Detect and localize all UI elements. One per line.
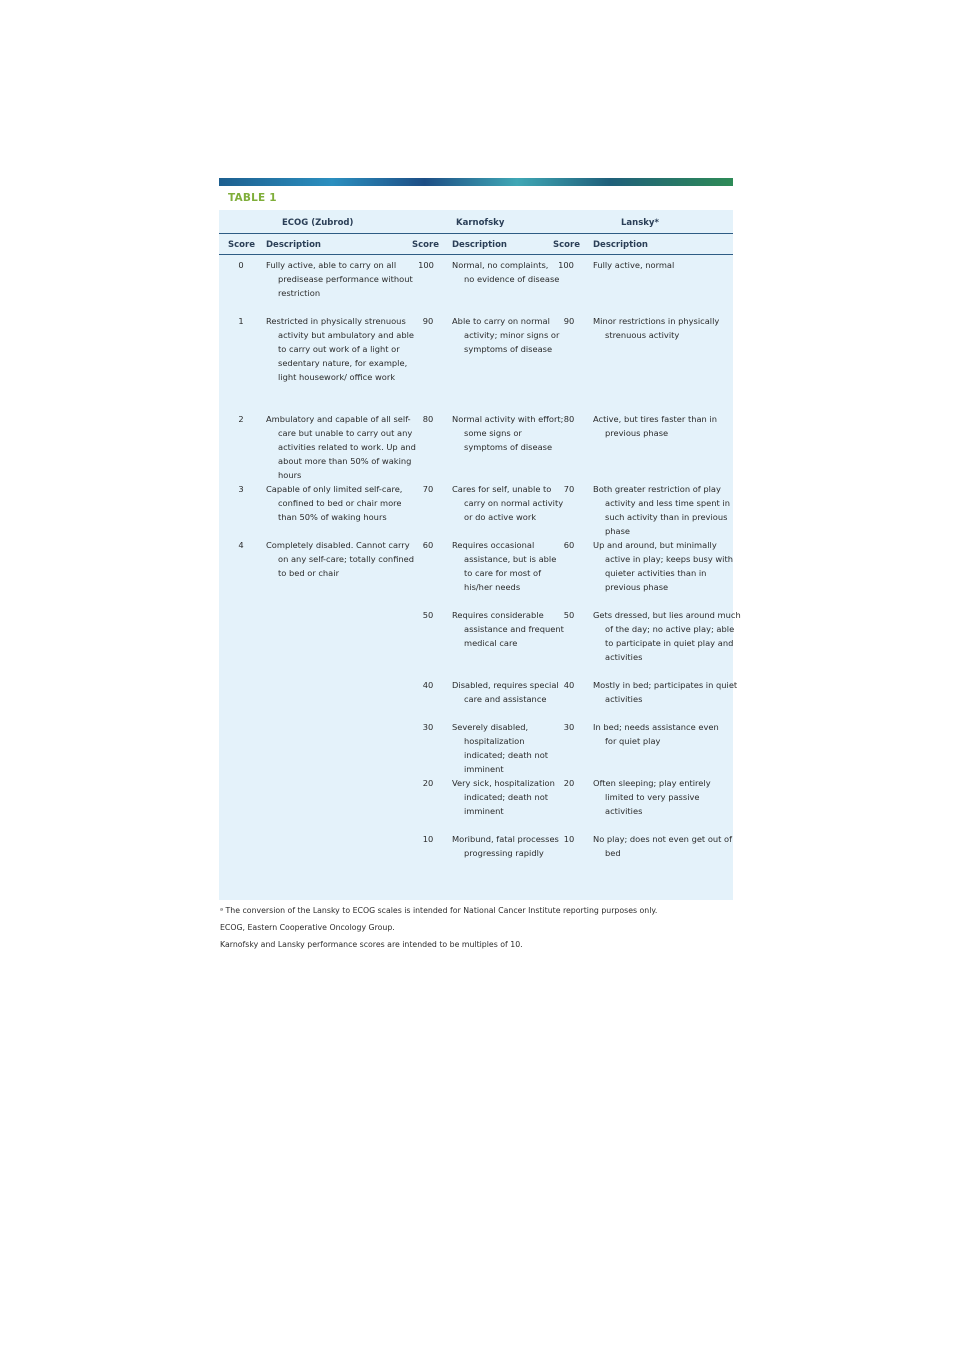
- karnofsky-score: 70: [422, 484, 434, 494]
- karnofsky-description: Severely disabled, hospitalization indicated; death not imminent: [452, 722, 549, 774]
- lansky-description: Fully active, normal: [593, 260, 675, 270]
- header-rule-top: [219, 233, 733, 234]
- lansky-score: 10: [563, 834, 575, 844]
- lansky-description: Gets dressed, but lies around much of the day; no active play; able to participate in quiet play and activities: [593, 610, 741, 662]
- karnofsky-score: 100: [418, 260, 434, 270]
- header-color-stripe: [219, 178, 733, 186]
- karnofsky-score: 20: [422, 778, 434, 788]
- col-header-ecog-score: Score: [228, 240, 255, 250]
- col-header-karnofsky-description: Description: [452, 240, 507, 250]
- ecog-description: Restricted in physically strenuous activity but ambulatory and able to carry out work of a light or sedentary nature, for example, light housework/ office work: [266, 316, 415, 382]
- lansky-description: Both greater restriction of play activity and less time spent in such activity than in previous phase: [593, 484, 730, 536]
- karnofsky-score: 10: [422, 834, 434, 844]
- ecog-description: Ambulatory and capable of all self-care but unable to carry out any activities related to work. Up and about more than 50% of waking hours: [266, 414, 416, 480]
- ecog-description: Fully active, able to carry on all predisease performance without restriction: [266, 260, 413, 298]
- footnote-ecog-abbreviation: ECOG, Eastern Cooperative Oncology Group.: [220, 923, 395, 932]
- karnofsky-score: 30: [422, 722, 434, 732]
- group-header-karnofsky: Karnofsky: [456, 218, 505, 228]
- karnofsky-description: Normal, no complaints, no evidence of disease: [452, 260, 560, 284]
- group-header-lansky: Lansky*: [621, 218, 659, 228]
- karnofsky-score: 80: [422, 414, 434, 424]
- header-rule-bottom: [219, 254, 733, 255]
- ecog-description: Completely disabled. Cannot carry on any self-care; totally confined to bed or chair: [266, 540, 415, 578]
- karnofsky-description: Very sick, hospitalization indicated; death not imminent: [452, 778, 555, 816]
- karnofsky-score: 40: [422, 680, 434, 690]
- lansky-description: In bed; needs assistance even for quiet play: [593, 722, 719, 746]
- ecog-score: 0: [238, 260, 244, 270]
- lansky-score: 90: [563, 316, 575, 326]
- lansky-description: No play; does not even get out of bed: [593, 834, 733, 858]
- col-header-ecog-description: Description: [266, 240, 321, 250]
- table-label: TABLE 1: [228, 192, 277, 204]
- lansky-score: 100: [558, 260, 574, 270]
- karnofsky-description: Requires considerable assistance and frequent medical care: [452, 610, 564, 648]
- karnofsky-description: Requires occasional assistance, but is able to care for most of his/her needs: [452, 540, 557, 592]
- lansky-score: 80: [563, 414, 575, 424]
- karnofsky-score: 60: [422, 540, 434, 550]
- lansky-score: 20: [563, 778, 575, 788]
- ecog-score: 2: [238, 414, 244, 424]
- karnofsky-description: Cares for self, unable to carry on normal activity or do active work: [452, 484, 564, 522]
- karnofsky-score: 90: [422, 316, 434, 326]
- col-header-lansky-score: Score: [553, 240, 580, 250]
- footnote-score-multiples: Karnofsky and Lansky performance scores are intended to be multiples of 10.: [220, 940, 523, 949]
- col-header-lansky-description: Description: [593, 240, 648, 250]
- lansky-description: Active, but tires faster than in previous phase: [593, 414, 717, 438]
- lansky-description: Up and around, but minimally active in play; keeps busy with quieter activities than in previous phase: [593, 540, 733, 592]
- karnofsky-description: Disabled, requires special care and assistance: [452, 680, 559, 704]
- lansky-description: Often sleeping; play entirely limited to very passive activities: [593, 778, 711, 816]
- lansky-score: 70: [563, 484, 575, 494]
- karnofsky-score: 50: [422, 610, 434, 620]
- lansky-description: Minor restrictions in physically strenuous activity: [593, 316, 720, 340]
- group-header-ecog: ECOG (Zubrod): [282, 218, 354, 228]
- lansky-score: 60: [563, 540, 575, 550]
- footnote-lansky-conversion: ᵃ The conversion of the Lansky to ECOG scales is intended for National Cancer Institute reporting purposes only.: [220, 906, 658, 915]
- ecog-score: 1: [238, 316, 244, 326]
- lansky-description: Mostly in bed; participates in quiet activities: [593, 680, 738, 704]
- karnofsky-description: Able to carry on normal activity; minor signs or symptoms of disease: [452, 316, 560, 354]
- lansky-score: 30: [563, 722, 575, 732]
- ecog-score: 3: [238, 484, 244, 494]
- col-header-karnofsky-score: Score: [412, 240, 439, 250]
- karnofsky-description: Normal activity with effort; some signs or symptoms of disease: [452, 414, 564, 452]
- ecog-description: Capable of only limited self-care, confined to bed or chair more than 50% of waking hours: [266, 484, 403, 522]
- ecog-score: 4: [238, 540, 244, 550]
- karnofsky-description: Moribund, fatal processes progressing rapidly: [452, 834, 559, 858]
- lansky-score: 40: [563, 680, 575, 690]
- lansky-score: 50: [563, 610, 575, 620]
